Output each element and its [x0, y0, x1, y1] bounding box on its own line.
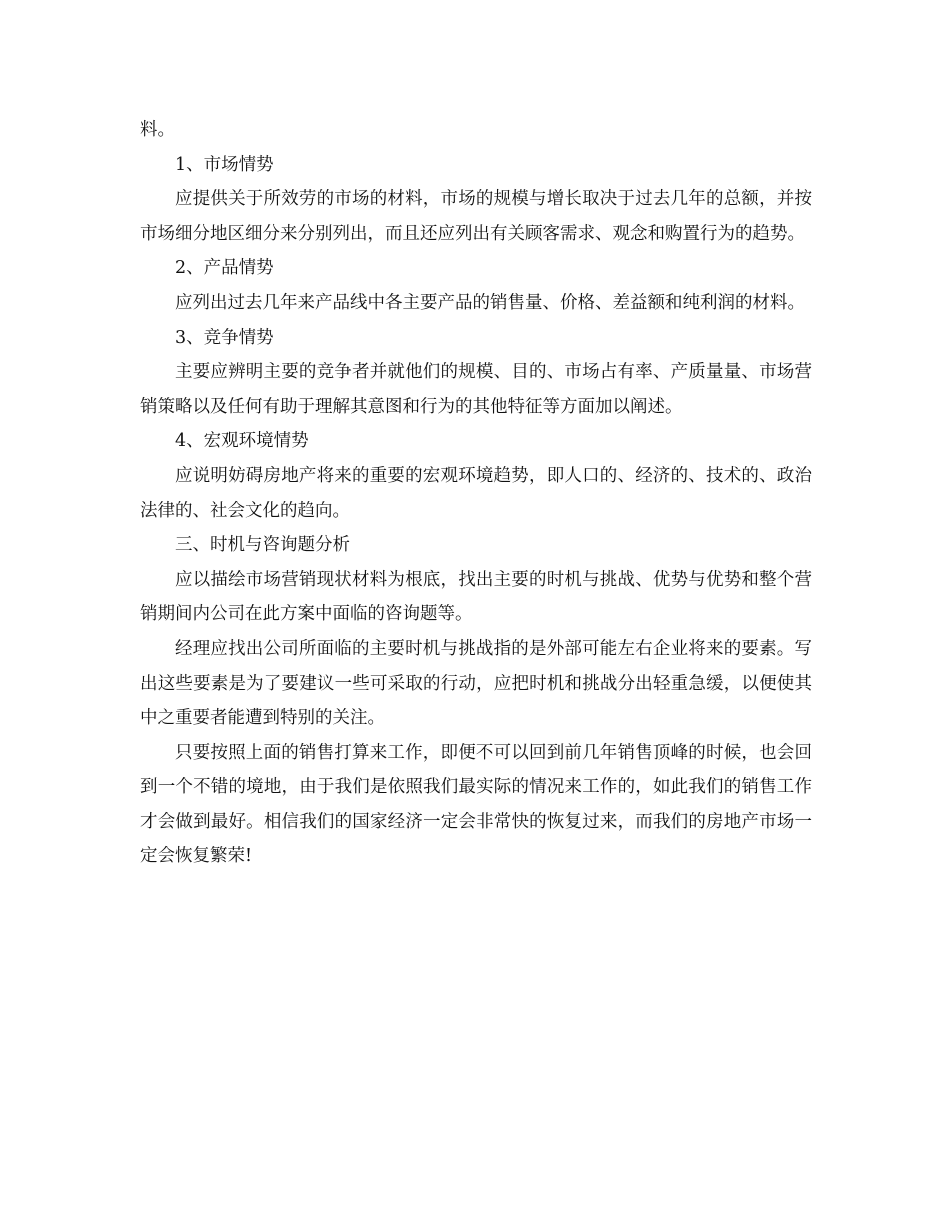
paragraph-competition-situation: 主要应辨明主要的竞争者并就他们的规模、目的、市场占有率、产质量量、市场营销策略以及任何有助于理解其意图和行为的其他特征等方面加以阐述。 — [140, 362, 812, 417]
document-body — [140, 113, 812, 874]
paragraph-product-situation: 应列出过去几年来产品线中各主要产品的销售量、价格、差益额和纯利润的材料。 — [175, 292, 805, 313]
heading-competition-situation: 3、竞争情势 — [175, 327, 274, 348]
heading-opportunity-analysis: 三、时机与咨询题分析 — [175, 535, 350, 556]
heading-product-situation: 2、产品情势 — [175, 258, 274, 279]
heading-market-situation: 1、市场情势 — [175, 154, 274, 175]
paragraph-opportunity-analysis: 应以描绘市场营销现状材料为根底，找出主要的时机与挑战、优势与优势和整个营销期间内公司在此方案中面临的咨询题等。 — [140, 569, 812, 625]
paragraph-market-situation: 应提供关于所效劳的市场的材料，市场的规模与增长取决于过去几年的总额，并按市场细分地区细分来分别列出，而且还应列出有关顾客需求、观念和购置行为的趋势。 — [140, 189, 812, 244]
heading-macro-environment: 4、宏观环境情势 — [175, 431, 309, 452]
paragraph-continuation: 料。 — [140, 120, 175, 140]
paragraph-macro-environment: 应说明妨碍房地产将来的重要的宏观环境趋势，即人口的、经济的、技术的、政治法律的、社会文化的趋向。 — [140, 465, 812, 521]
paragraph-manager-factors: 经理应找出公司所面临的主要时机与挑战指的是外部可能左右企业将来的要素。写出这些要素是为了要建议一些可采取的行动，应把时机和挑战分出轻重急缓，以便使其中之重要者能遭到特别的关注。 — [140, 638, 812, 729]
paragraph-conclusion: 只要按照上面的销售打算来工作，即便不可以回到前几年销售顶峰的时候，也会回到一个不错的境地，由于我们是依照我们最实际的情况来工作的，如此我们的销售工作才会做到最好。相信我们的国家经济一定会非常快的恢复过来，而我们的房地产市场一定会恢复繁荣! — [140, 742, 812, 867]
